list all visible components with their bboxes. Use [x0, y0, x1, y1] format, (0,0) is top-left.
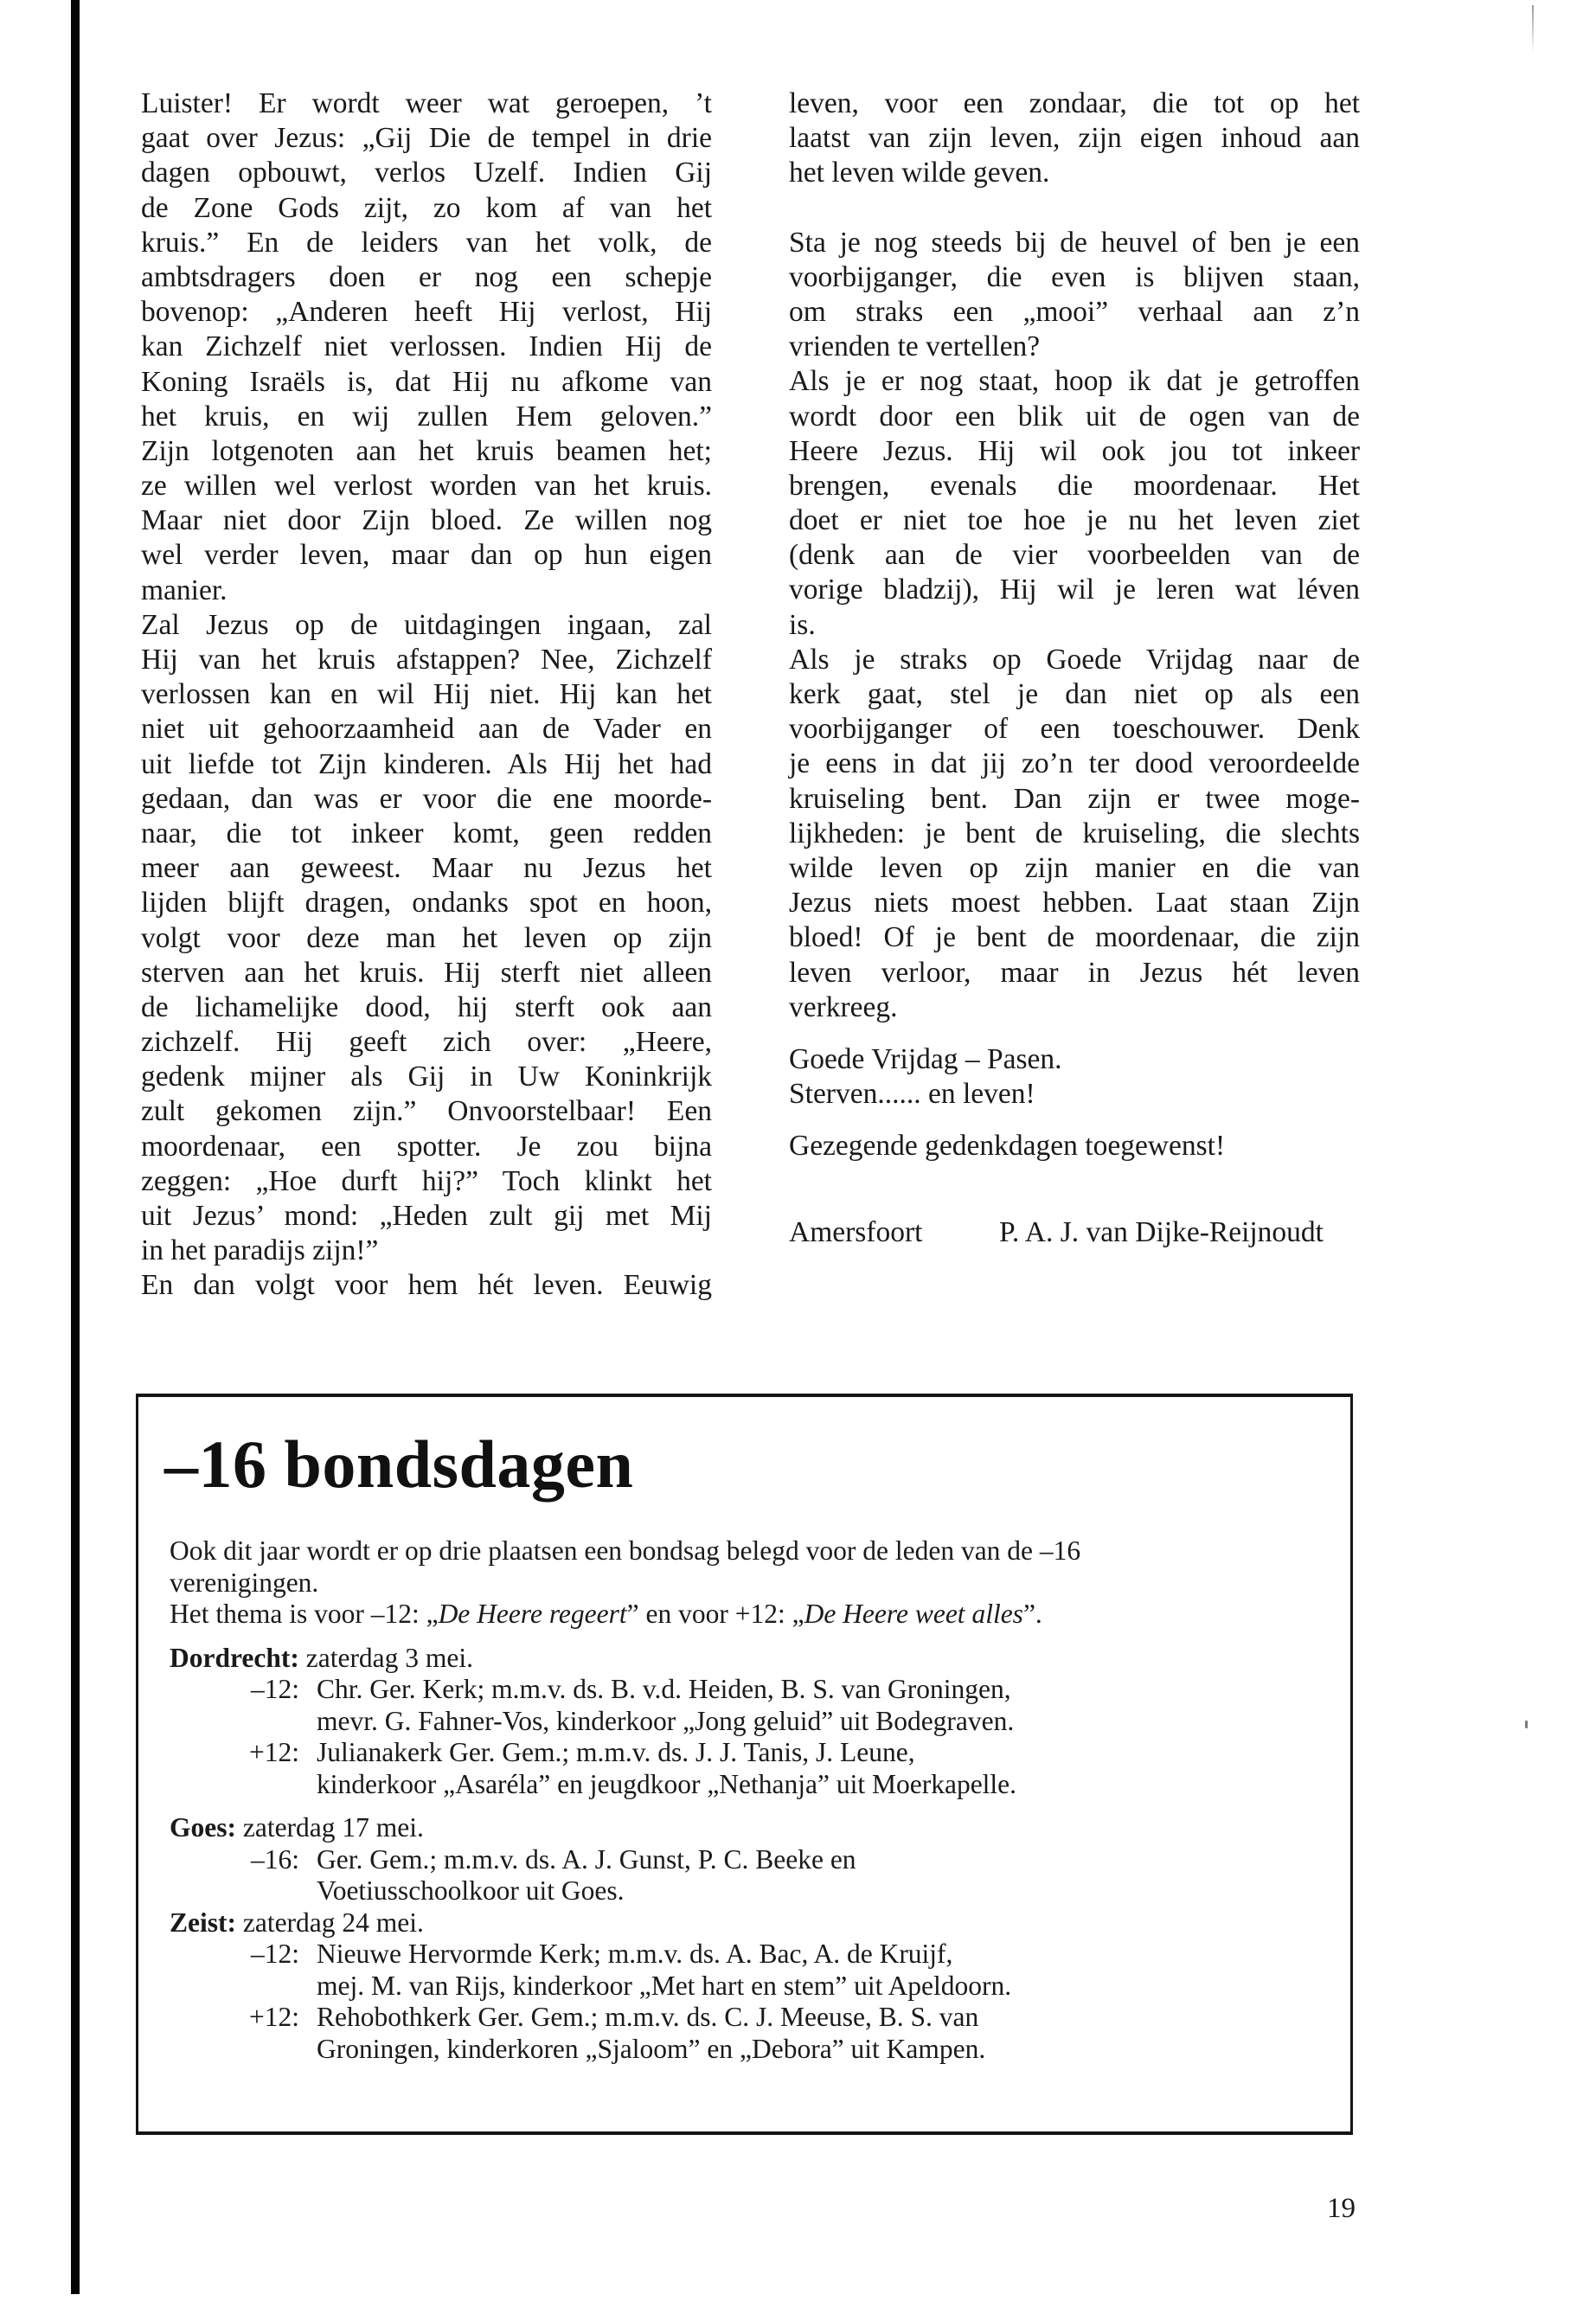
intro-line: Ook dit jaar wordt er op drie plaatsen een bondsag belegd voor de leden van de –16 — [170, 1535, 1081, 1566]
theme-prefix: Het thema is voor –12: „ — [170, 1599, 439, 1629]
theme-plus12: De Heere weet alles — [804, 1599, 1023, 1629]
entry-text: Groningen, kinderkoren „Sjaloom” en „Debora” uit Kampen. — [317, 2033, 986, 2064]
scan-artifact-speck — [1525, 1721, 1528, 1728]
text-line: leven, voor een zondaar, die tot op het — [789, 87, 1360, 119]
text-line: zichzelf. Hij geeft zich over: „Heere, — [141, 1026, 712, 1059]
text-line: voorbijganger, die even is blijven staan, — [789, 260, 1360, 293]
text-line: Jezus niets moest hebben. Laat staan Zijn — [789, 887, 1360, 920]
text-line: Hij van het kruis afstappen? Nee, Zichzelf — [141, 644, 712, 676]
text-line: wordt door een blik uit de ogen van de — [789, 400, 1360, 433]
text-line: Luister! Er wordt weer wat geroepen, ’t — [141, 87, 712, 119]
text-line: Als je er nog staat, hoop ik dat je getroffen — [789, 365, 1360, 398]
intro-line: verenigingen. — [170, 1567, 319, 1598]
text-line: vorige bladzij), Hij wil je leren wat léven — [789, 574, 1360, 606]
venue-city: Zeist: — [170, 1907, 236, 1938]
text-line: lijden blijft dragen, ondanks spot en hoon, — [141, 887, 712, 920]
venue-city: Goes: — [170, 1812, 236, 1843]
text-line: om straks een „mooi” verhaal aan z’n — [789, 295, 1360, 328]
program-entry — [170, 2002, 1311, 2034]
age-group-code: +12: — [248, 1737, 299, 1767]
text-line: brengen, evenals die moordenaar. Het — [789, 469, 1360, 502]
program-entry — [170, 1939, 1311, 1971]
text-line: wel verder leven, maar dan op hun eigen — [141, 539, 712, 572]
text-line: zeggen: „Hoe durft hij?” Toch klinkt het — [141, 1164, 712, 1197]
text-line: Koning Israëls is, dat Hij nu afkome van — [141, 365, 712, 398]
theme-minus12: De Heere regeert — [438, 1599, 627, 1629]
theme-line — [170, 1599, 1311, 1631]
article-right-column — [789, 87, 1360, 1251]
text-line: (denk aan de vier voorbeelden van de — [789, 539, 1360, 572]
venue-date: zaterdag 24 mei. — [235, 1907, 424, 1938]
age-group-code: +12: — [248, 2002, 299, 2032]
entry-text: Voetiusschoolkoor uit Goes. — [317, 1875, 625, 1906]
age-group-code: –16: — [250, 1843, 299, 1875]
text-line: het kruis, en wij zullen Hem geloven.” — [141, 400, 712, 433]
paragraph — [789, 226, 1360, 1025]
text-line: doet er niet toe hoe je nu het leven ziet — [789, 504, 1360, 537]
text-line: niet uit gehoorzaamheid aan de Vader en — [141, 713, 712, 746]
text-line: uit liefde tot Zijn kinderen. Als Hij het had — [141, 747, 712, 780]
text-line: in het paradijs zijn!” — [141, 1234, 379, 1267]
scan-binding-edge — [71, 0, 80, 2294]
text-line: gedenk mijner als Gij in Uw Koninkrijk — [141, 1061, 712, 1093]
text-line: ambtsdragers doen er nog een schepje — [141, 260, 712, 293]
venue-goes — [170, 1812, 1311, 1844]
entry-text: mej. M. van Rijs, kinderkoor „Met hart en stem” uit Apeldoorn. — [317, 1970, 1012, 2001]
venue-dordrecht — [170, 1643, 1311, 1675]
text-line: Zijn lotgenoten aan het kruis beamen het; — [141, 434, 712, 467]
text-line: leven verloor, maar in Jezus hét leven — [789, 956, 1360, 989]
venue-date: zaterdag 3 mei. — [298, 1642, 474, 1673]
signature-name: P. A. J. van Dijke-Reijnoudt — [998, 1216, 1324, 1249]
announcement-title: –16 bondsdagen — [164, 1426, 634, 1502]
text-line: kruiseling bent. Dan zijn er twee moge- — [789, 782, 1360, 815]
text-line: Maar niet door Zijn bloed. Ze willen nog — [141, 504, 712, 537]
page-number: 19 — [1327, 2193, 1356, 2224]
text-line: verlossen kan en wil Hij niet. Hij kan het — [141, 678, 712, 711]
scan-artifact-mark — [1532, 5, 1534, 53]
text-line: Sta je nog steeds bij de heuvel of ben je een — [789, 226, 1360, 259]
text-line: En dan volgt voor hem hét leven. Eeuwig — [141, 1269, 712, 1302]
announcement-body — [170, 1535, 1311, 2065]
text-line: Heere Jezus. Hij wil ook jou tot inkeer — [789, 434, 1360, 467]
paragraph-spacer — [789, 1112, 1360, 1129]
signature — [789, 1215, 1324, 1250]
text-line: Zal Jezus op de uitdagingen ingaan, zal — [141, 608, 712, 641]
text-line: is. — [789, 608, 816, 641]
text-line: vrienden te vertellen? — [789, 330, 1041, 363]
text-line: meer aan geweest. Maar nu Jezus het — [141, 852, 712, 885]
text-line: gaat over Jezus: „Gij Die de tempel in drie — [141, 122, 712, 155]
closing-line: Goede Vrijdag – Pasen. — [789, 1042, 1062, 1075]
article-left-column — [141, 87, 712, 1304]
entry-text: Julianakerk Ger. Gem.; m.m.v. ds. J. J. Tanis, J. Leune, — [317, 1737, 915, 1767]
announcement-box — [136, 1394, 1353, 2135]
text-line: moordenaar, een spotter. Je zou bijna — [141, 1130, 712, 1163]
text-line: uit Jezus’ mond: „Heden zult gij met Mij — [141, 1200, 712, 1232]
entry-text: Chr. Ger. Kerk; m.m.v. ds. B. v.d. Heiden, B. S. van Groningen, — [317, 1674, 1011, 1704]
text-line: kruis.” En de leiders van het volk, de — [141, 226, 712, 259]
text-line: bloed! Of je bent de moordenaar, die zijn — [789, 921, 1360, 954]
text-line: naar, die tot inkeer komt, geen redden — [141, 817, 712, 849]
text-line: ze willen wel verlost worden van het kruis. — [141, 470, 712, 503]
paragraph — [789, 87, 1360, 191]
text-line: sterven aan het kruis. Hij sterft niet alleen — [141, 956, 712, 989]
age-group-code: –12: — [250, 1674, 299, 1704]
text-line: bovenop: „Anderen heeft Hij verlost, Hij — [141, 296, 712, 329]
closing-line: Sterven...... en leven! — [789, 1078, 1035, 1111]
text-line: volgt voor deze man het leven op zijn — [141, 921, 712, 954]
text-line: gedaan, dan was er voor die ene moorde- — [141, 782, 712, 815]
entry-text: mevr. G. Fahner-Vos, kinderkoor „Jong geluid” uit Bodegraven. — [317, 1705, 1015, 1736]
wish-line: Gezegende gedenkdagen toegewenst! — [789, 1130, 1226, 1163]
program-entry — [170, 1844, 1311, 1876]
entry-text: Ger. Gem.; m.m.v. ds. A. J. Gunst, P. C. Beeke en — [317, 1843, 856, 1875]
text-line: kerk gaat, stel je dan niet op als een — [789, 678, 1360, 710]
theme-suffix: ”. — [1022, 1599, 1042, 1629]
text-line: verkreeg. — [789, 990, 898, 1023]
text-line: lijkheden: je bent de kruiseling, die slechts — [789, 817, 1360, 849]
paragraph-spacer — [789, 1025, 1360, 1042]
program-entry — [170, 1737, 1311, 1769]
text-line: wilde leven op zijn manier en die van — [789, 851, 1360, 884]
text-line: de Zone Gods zijt, zo kom af van het — [141, 191, 712, 224]
entry-text: Rehobothkerk Ger. Gem.; m.m.v. ds. C. J. Meeuse, B. S. van — [317, 2002, 979, 2032]
text-line: je eens in dat jij zo’n ter dood veroordeelde — [789, 747, 1360, 780]
entry-text: Nieuwe Hervormde Kerk; m.m.v. ds. A. Bac, A. de Kruijf, — [317, 1939, 953, 1969]
text-line: manier. — [141, 574, 228, 606]
signature-place: Amersfoort — [789, 1216, 923, 1249]
venue-city: Dordrecht: — [170, 1642, 299, 1673]
venue-date: zaterdag 17 mei. — [235, 1812, 424, 1843]
text-line: het leven wilde geven. — [789, 157, 1050, 189]
text-line: Als je straks op Goede Vrijdag naar de — [789, 643, 1360, 676]
text-line: kan Zichzelf niet verlossen. Indien Hij de — [141, 330, 712, 363]
venue-zeist — [170, 1907, 1311, 1939]
paragraph-spacer — [789, 191, 1360, 226]
text-line: de lichamelijke dood, hij sterft ook aan — [141, 990, 712, 1023]
text-line: zult gekomen zijn.” Onvoorstelbaar! Een — [141, 1095, 712, 1128]
text-line: dagen opbouwt, verlos Uzelf. Indien Gij — [141, 157, 712, 189]
theme-middle: ” en voor +12: „ — [626, 1599, 804, 1629]
entry-text: kinderkoor „Asaréla” en jeugdkoor „Nethanja” uit Moerkapelle. — [317, 1768, 1017, 1799]
text-line: laatst van zijn leven, zijn eigen inhoud aan — [789, 122, 1360, 155]
paragraph-spacer — [789, 1163, 1360, 1215]
age-group-code: –12: — [250, 1939, 299, 1969]
program-entry — [170, 1674, 1311, 1706]
text-line: voorbijganger of een toeschouwer. Denk — [789, 713, 1360, 746]
